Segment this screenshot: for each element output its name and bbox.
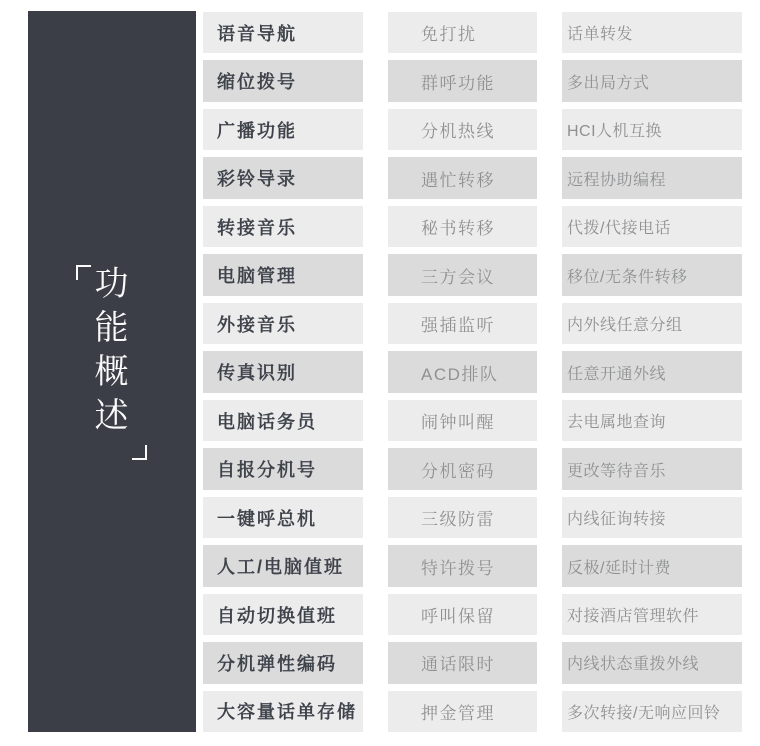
- feature-cell: 传真识别: [203, 351, 363, 392]
- feature-cell: 内外线任意分组: [562, 303, 742, 344]
- feature-cell: 分机密码: [388, 448, 537, 489]
- feature-cell: 多次转接/无响应回铃: [562, 691, 742, 732]
- feature-cell: 遇忙转移: [388, 157, 537, 198]
- feature-cell: 人工/电脑值班: [203, 545, 363, 586]
- feature-cell: 语音导航: [203, 12, 363, 53]
- feature-cell: 转接音乐: [203, 206, 363, 247]
- sidebar-title-char: 功: [94, 265, 130, 303]
- feature-cell: ACD排队: [388, 351, 537, 392]
- feature-cell: 话单转发: [562, 12, 742, 53]
- feature-cell: 自动切换值班: [203, 594, 363, 635]
- feature-cell: 去电属地查询: [562, 400, 742, 441]
- feature-cell: 强插监听: [388, 303, 537, 344]
- sidebar-title: [28, 262, 196, 462]
- feature-cell: 电脑话务员: [203, 400, 363, 441]
- sidebar-title-char: 能: [94, 309, 130, 347]
- feature-cell: 内线征询转接: [562, 497, 742, 538]
- feature-cell: 远程协助编程: [562, 157, 742, 198]
- feature-cell: 任意开通外线: [562, 351, 742, 392]
- feature-cell: 通话限时: [388, 642, 537, 683]
- feature-cell: 一键呼总机: [203, 497, 363, 538]
- sidebar-title-char: 述: [94, 397, 130, 435]
- feature-cell: 电脑管理: [203, 254, 363, 295]
- feature-cell: 彩铃导录: [203, 157, 363, 198]
- feature-cell: 分机弹性编码: [203, 642, 363, 683]
- feature-overview-panel: [28, 11, 196, 732]
- feature-cell: 缩位拨号: [203, 60, 363, 101]
- feature-cell: 大容量话单存储: [203, 691, 363, 732]
- feature-cell: 内线状态重拨外线: [562, 642, 742, 683]
- feature-cell: 特许拨号: [388, 545, 537, 586]
- feature-cell: 分机热线: [388, 109, 537, 150]
- feature-cell: 外接音乐: [203, 303, 363, 344]
- feature-cell: 对接酒店管理软件: [562, 594, 742, 635]
- feature-cell: 呼叫保留: [388, 594, 537, 635]
- feature-cell: 三方会议: [388, 254, 537, 295]
- feature-cell: 自报分机号: [203, 448, 363, 489]
- feature-cell: 群呼功能: [388, 60, 537, 101]
- feature-cell: 免打扰: [388, 12, 537, 53]
- feature-cell: 闹钟叫醒: [388, 400, 537, 441]
- feature-cell: HCI人机互换: [562, 109, 742, 150]
- feature-cell: 代拨/代接电话: [562, 206, 742, 247]
- feature-cell: 反极/延时计费: [562, 545, 742, 586]
- corner-bracket-close-icon: [132, 445, 147, 460]
- corner-bracket-open-icon: [76, 265, 91, 280]
- feature-cell: 移位/无条件转移: [562, 254, 742, 295]
- feature-cell: 更改等待音乐: [562, 448, 742, 489]
- feature-cell: 三级防雷: [388, 497, 537, 538]
- sidebar-title-char: 概: [94, 353, 130, 391]
- feature-cell: 广播功能: [203, 109, 363, 150]
- feature-cell: 押金管理: [388, 691, 537, 732]
- feature-cell: 秘书转移: [388, 206, 537, 247]
- feature-table: [203, 12, 742, 732]
- feature-cell: 多出局方式: [562, 60, 742, 101]
